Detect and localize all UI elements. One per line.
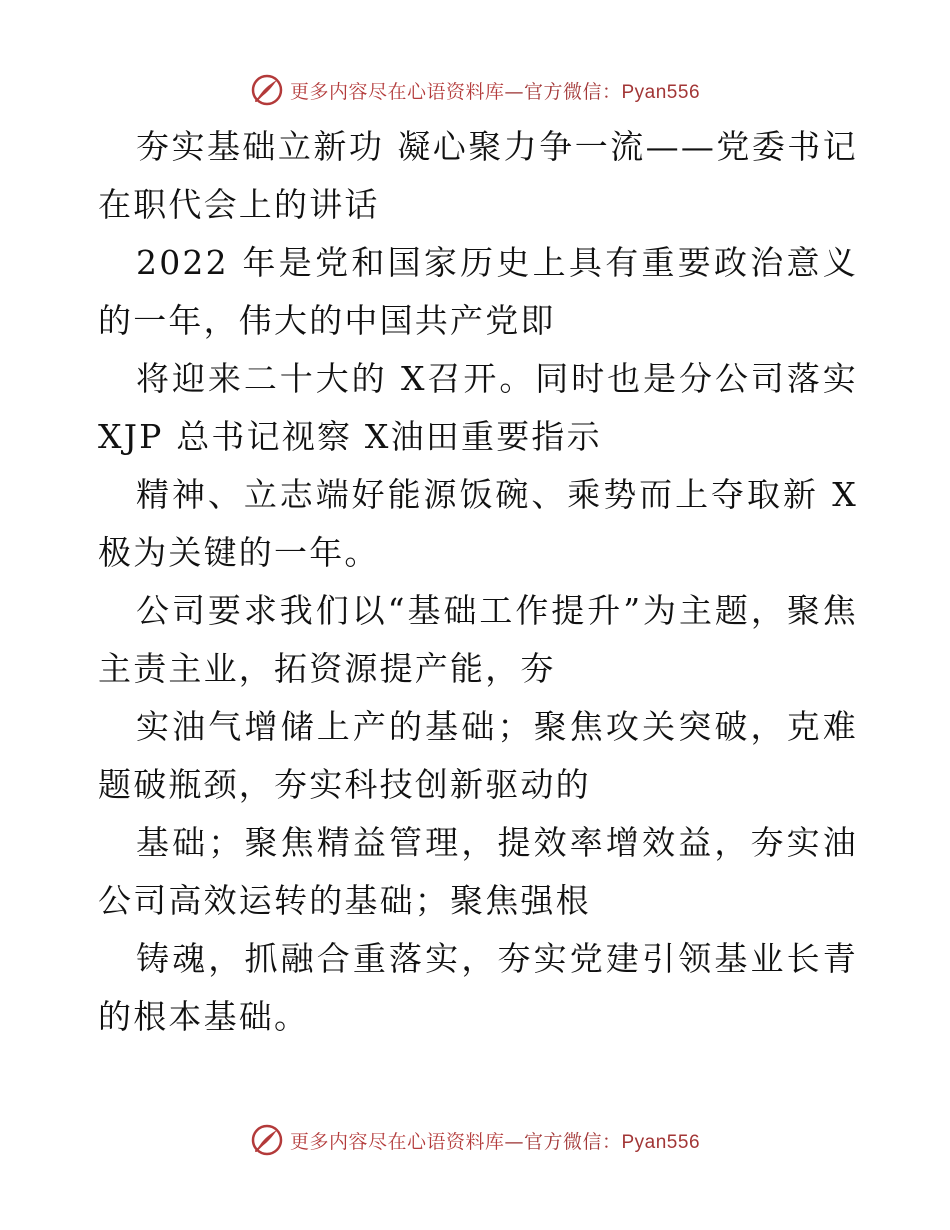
quill-seal-icon	[250, 73, 284, 107]
watermark-main-text: 更多内容尽在心语资料库	[289, 1130, 505, 1153]
watermark-wechat-id: Pyan556	[621, 81, 701, 103]
quill-seal-icon	[250, 1123, 284, 1157]
document-body	[98, 118, 858, 1046]
header-watermark-banner	[0, 70, 950, 110]
body-paragraph: 实油气增储上产的基础；聚焦攻关突破，克难题破瓶颈，夯实科技创新驱动的	[98, 707, 858, 804]
watermark-text	[290, 77, 700, 104]
document-title-paragraph: 夯实基础立新功 凝心聚力争一流——党委书记在职代会上的讲话	[98, 127, 858, 224]
watermark-wechat-id: Pyan556	[621, 1131, 701, 1153]
body-paragraph: 基础；聚焦精益管理，提效率增效益，夯实油公司高效运转的基础；聚焦强根	[98, 823, 858, 920]
watermark-main-text: 更多内容尽在心语资料库	[289, 80, 505, 103]
watermark-dash: —	[504, 80, 524, 103]
watermark-text	[290, 1127, 700, 1154]
body-paragraph: 将迎来二十大的 X召开。同时也是分公司落实 XJP 总书记视察 X油田重要指示	[98, 359, 858, 456]
body-paragraph: 公司要求我们以“基础工作提升”为主题，聚焦主责主业，拓资源提产能，夯	[98, 591, 858, 688]
body-paragraph: 铸魂，抓融合重落实，夯实党建引领基业长青的根本基础。	[98, 939, 858, 1036]
watermark-wechat-label: 官方微信：	[523, 1130, 622, 1153]
body-paragraph: 2022 年是党和国家历史上具有重要政治意义的一年，伟大的中国共产党即	[98, 243, 858, 340]
watermark-wechat-label: 官方微信：	[523, 80, 622, 103]
watermark-dash: —	[504, 1130, 524, 1153]
footer-watermark-banner	[0, 1120, 950, 1160]
body-paragraph: 精神、立志端好能源饭碗、乘势而上夺取新 X极为关键的一年。	[98, 475, 858, 572]
